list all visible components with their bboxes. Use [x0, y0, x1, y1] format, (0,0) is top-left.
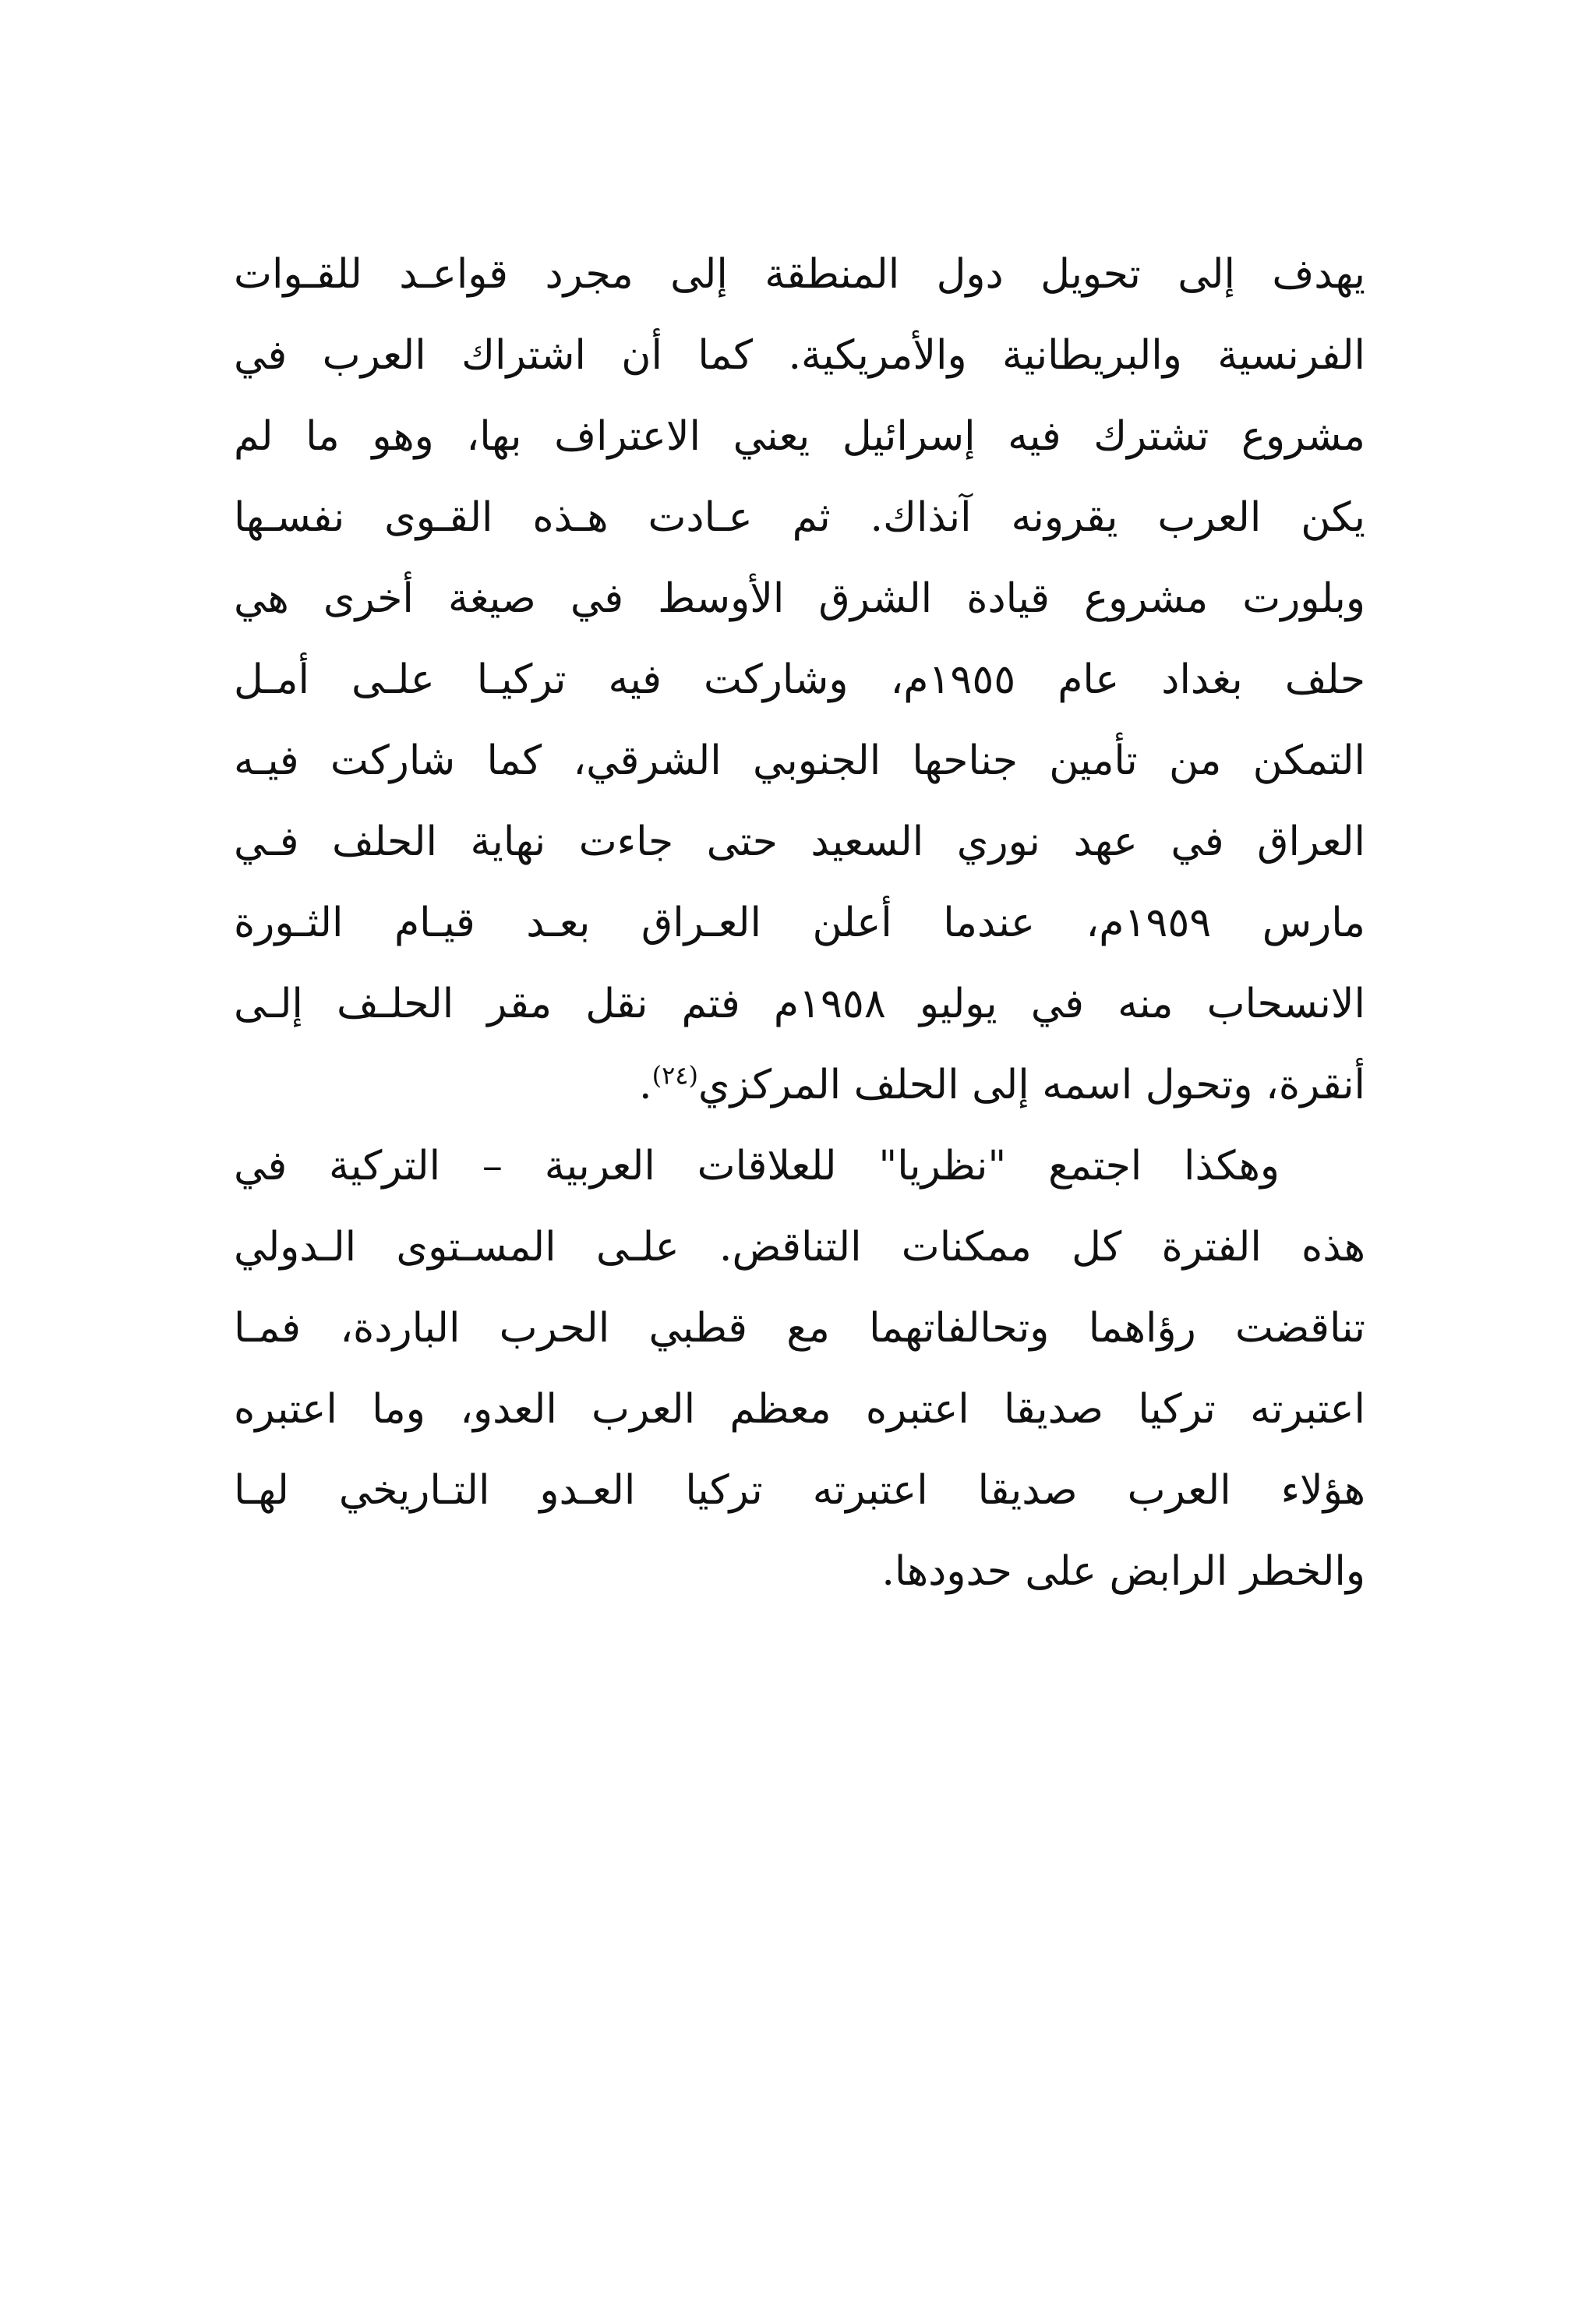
text-line: يكن العرب يقرونه آنذاك. ثم عـادت هـذه القـوى نفسـها	[234, 494, 1365, 541]
text-line: العراق في عهد نوري السعيد حتى جاءت نهاية الحلف فـي	[234, 818, 1365, 865]
text-line: يهدف إلى تحويل دول المنطقة إلى مجرد قواعـد للقـوات	[234, 251, 1365, 298]
text-line: هؤلاء العرب صديقا اعتبرته تركيا العـدو التـاريخي لهـا	[234, 1467, 1365, 1514]
text-line: وبلورت مشروع قيادة الشرق الأوسط في صيغة أخرى هي	[234, 575, 1365, 622]
text-line: التمكن من تأمين جناحها الجنوبي الشرقي، كما شاركت فيـه	[234, 737, 1365, 784]
text-line-last: والخطر الرابض على حدودها.	[881, 1548, 1365, 1595]
text-line: الفرنسية والبريطانية والأمريكية. كما أن اشتراك العرب في	[234, 332, 1365, 379]
text-line: الانسحاب منه في يوليو ١٩٥٨م فتم نقل مقر الحلـف إلـى	[234, 981, 1365, 1027]
text-line: مشروع تشترك فيه إسرائيل يعني الاعتراف بها، وهو ما لم	[234, 413, 1365, 460]
document-page	[234, 234, 1365, 2105]
last-line-text: أنقرة، وتحول اسمه إلى الحلف المركزي	[697, 1062, 1365, 1108]
text-line: مارس ١٩٥٩م، عندما أعلن العـراق بعـد قيـام الثـورة	[234, 900, 1365, 946]
text-line: هذه الفترة كل ممكنات التناقض. علـى المسـتوى الـدولي	[234, 1224, 1365, 1271]
footnote-reference[interactable]: (٢٤)	[651, 1060, 698, 1091]
text-line: تناقضت رؤاهما وتحالفاتهما مع قطبي الحرب الباردة، فمـا	[234, 1305, 1365, 1352]
last-line-end: .	[639, 1062, 652, 1108]
text-line-last	[234, 1045, 1365, 1126]
text-line: حلف بغداد عام ١٩٥٥م، وشاركت فيه تركيـا علـى أمـل	[234, 656, 1365, 703]
paragraph-1	[234, 234, 1365, 1126]
paragraph-2	[234, 1126, 1365, 1612]
text-line-indented: وهكذا اجتمع "نظريا" للعلاقات العربية – التركية في	[234, 1143, 1280, 1190]
text-line: اعتبرته تركيا صديقا اعتبره معظم العرب العدو، وما اعتبره	[234, 1386, 1365, 1433]
